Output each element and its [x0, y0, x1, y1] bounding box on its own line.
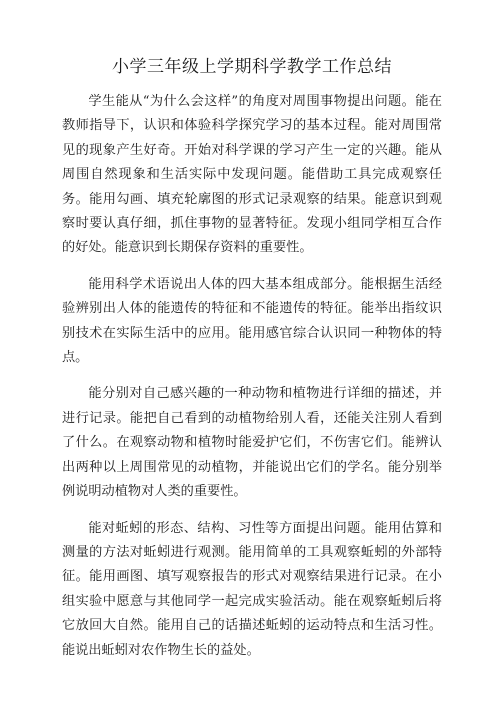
paragraph-3: 能分别对自己感兴趣的一种动物和植物进行详细的描述，并进行记录。能把自己看到的动植物给别人看，还能关注别人看到了什么。在观察动物和植物时能爱护它们，不伤害它们。能辨认出两种以上周围常见的动植物，并能说出它们的学名。能分别举例说明动植物对人类的重要性。 [62, 386, 442, 500]
paragraph-1: 学生能从“为什么会这样”的角度对周围事物提出问题。能在教师指导下，认识和体验科学探究学习的基本过程。能对周围常见的现象产生好奇。开始对科学课的学习产生一定的兴趣。能从周围自然现象和生活实际中发现问题。能借助工具完成观察任务。能用勾画、填充轮廓图的形式记录观察的结果。能意识到观察时要认真仔细，抓住事物的显著特征。发现小组同学相互合作的好处。能意识到长期保存资料的重要性。 [62, 94, 442, 256]
paragraph-4: 能对蚯蚓的形态、结构、习性等方面提出问题。能用估算和测量的方法对蚯蚓进行观测。能用简单的工具观察蚯蚓的外部特征。能用画图、填写观察报告的形式对观察结果进行记录。在小组实验中愿意与其他同学一起完成实验活动。能在观察蚯蚓后将它放回大自然。能用自己的话描述蚯蚓的运动特点和生活习性。能说出蚯蚓对农作物生长的益处。 [62, 520, 442, 658]
document-page [62, 56, 442, 675]
paragraph-2: 能用科学术语说出人体的四大基本组成部分。能根据生活经验辨别出人体的能遗传的特征和不能遗传的特征。能举出指纹识别技术在实际生活中的应用。能用感官综合认识同一种物体的特点。 [62, 276, 442, 366]
document-title: 小学三年级上学期科学教学工作总结 [112, 57, 392, 77]
